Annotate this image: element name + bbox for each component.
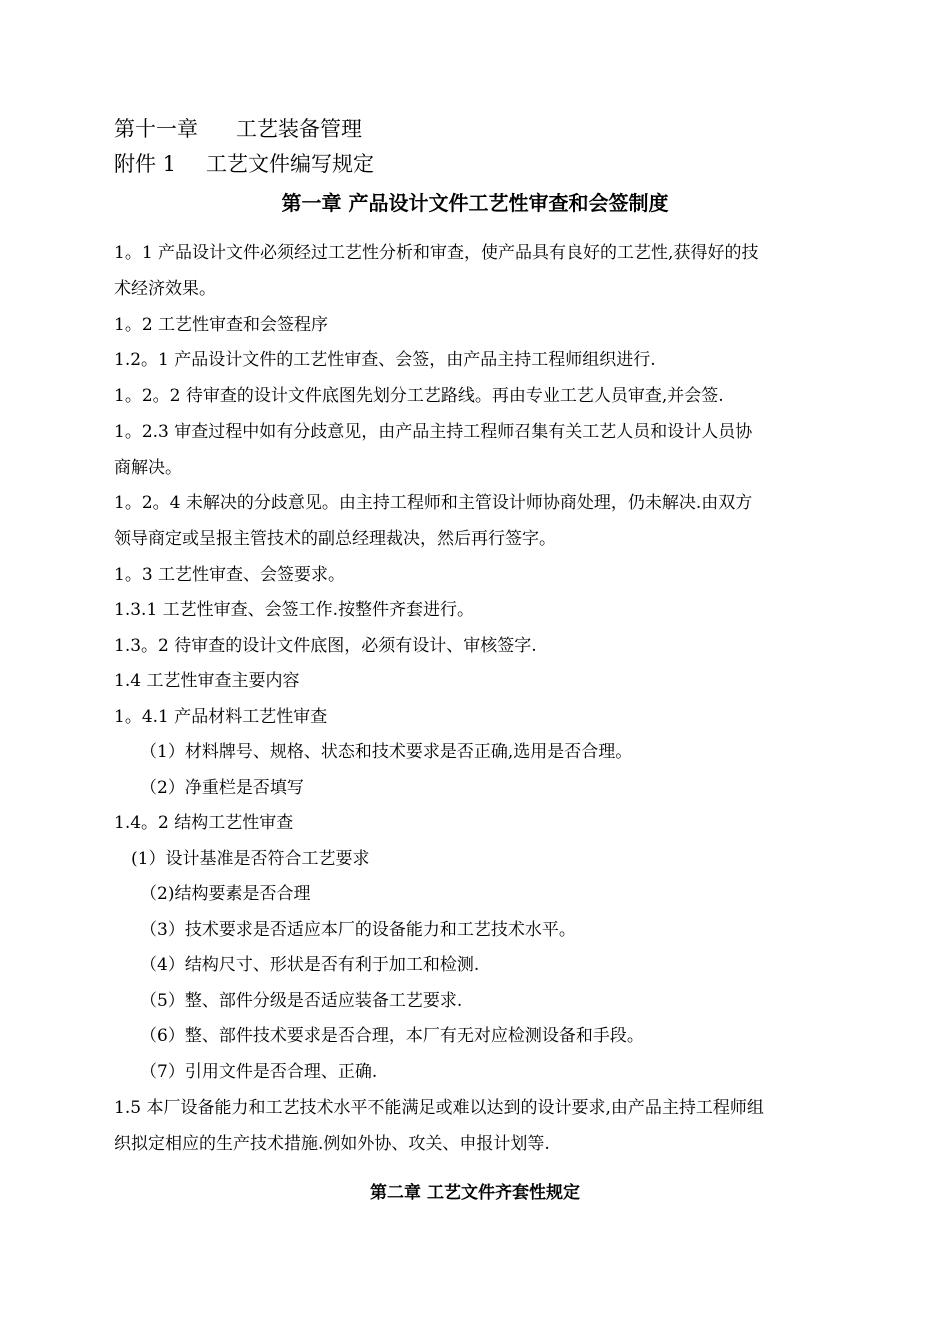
paragraph-line: 1。1 产品设计文件必须经过工艺性分析和审查，使产品具有良好的工艺性,获得好的技 bbox=[114, 243, 759, 263]
list-item: （1）材料牌号、规格、状态和技术要求是否正确,选用是否合理。 bbox=[140, 742, 633, 762]
paragraph-line: 1.3。2 待审查的设计文件底图，必须有设计、审核签字. bbox=[114, 636, 537, 656]
paragraph-line: 1。3 工艺性审查、会签要求。 bbox=[114, 565, 346, 585]
chapter-2-title: 第二章 工艺文件齐套性规定 bbox=[370, 1183, 580, 1203]
list-item: （3）技术要求是否适应本厂的设备能力和工艺技术水平。 bbox=[140, 920, 576, 940]
paragraph-line: 1.3.1 工艺性审查、会签工作.按整件齐套进行。 bbox=[114, 600, 475, 620]
list-item: （2）净重栏是否填写 bbox=[140, 778, 304, 798]
list-item: （2)结构要素是否合理 bbox=[140, 884, 311, 904]
list-item: （7）引用文件是否合理、正确. bbox=[140, 1062, 378, 1082]
list-item: （5）整、部件分级是否适应装备工艺要求. bbox=[140, 991, 463, 1011]
paragraph-line: 1。2。4 未解决的分歧意见。由主持工程师和主管设计师协商处理，仍未解决.由双方 bbox=[114, 493, 753, 513]
paragraph-line: 术经济效果。 bbox=[114, 279, 216, 299]
list-item: (1）设计基准是否符合工艺要求 bbox=[131, 849, 370, 869]
paragraph-line: 领导商定或呈报主管技术的副总经理裁决，然后再行签字。 bbox=[114, 529, 556, 549]
toc-title: 工艺装备管理 bbox=[236, 117, 362, 141]
toc-line-chapter-11 bbox=[114, 117, 362, 141]
list-item: （4）结构尺寸、形状是否有利于加工和检测. bbox=[140, 955, 480, 975]
paragraph-line: 1.2。1 产品设计文件的工艺性审查、会签，由产品主持工程师组织进行. bbox=[114, 350, 656, 370]
paragraph-line: 1。2 工艺性审查和会签程序 bbox=[114, 315, 329, 335]
toc-title: 工艺文件编写规定 bbox=[206, 152, 375, 176]
toc-line-appendix-1 bbox=[114, 152, 374, 176]
paragraph-line: 1.4。2 结构工艺性审查 bbox=[114, 813, 294, 833]
list-item: （6）整、部件技术要求是否合理，本厂有无对应检测设备和手段。 bbox=[140, 1026, 644, 1046]
paragraph-line: 1。4.1 产品材料工艺性审查 bbox=[114, 707, 328, 727]
toc-number: 第十一章 bbox=[114, 117, 198, 141]
chapter-1-title: 第一章 产品设计文件工艺性审查和会签制度 bbox=[281, 191, 669, 215]
paragraph-line: 商解决。 bbox=[114, 458, 182, 478]
paragraph-line: 织拟定相应的生产技术措施.例如外协、攻关、申报计划等. bbox=[114, 1134, 550, 1154]
paragraph-line: 1。2。2 待审查的设计文件底图先划分工艺路线。再由专业工艺人员审查,并会签. bbox=[114, 386, 724, 406]
toc-number: 附件 1 bbox=[114, 152, 177, 176]
paragraph-line: 1.4 工艺性审查主要内容 bbox=[114, 671, 300, 691]
paragraph-line: 1。2.3 审查过程中如有分歧意见，由产品主持工程师召集有关工艺人员和设计人员协 bbox=[114, 422, 753, 442]
paragraph-line: 1.5 本厂设备能力和工艺技术水平不能满足或难以达到的设计要求,由产品主持工程师组 bbox=[114, 1098, 764, 1118]
